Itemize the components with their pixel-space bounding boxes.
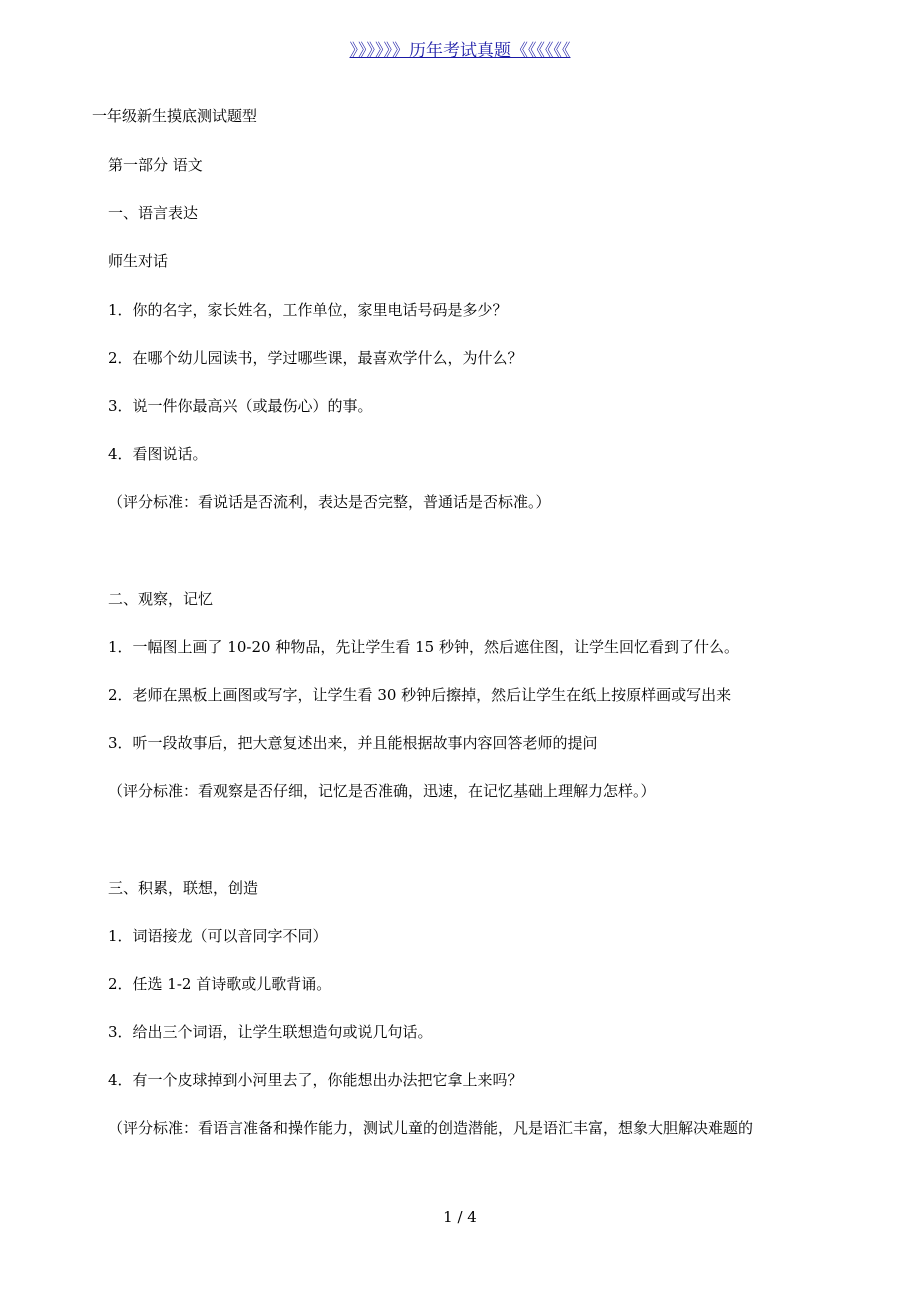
section1-item: 2．在哪个幼儿园读书，学过哪些课，最喜欢学什么，为什么？ [108,349,523,367]
section3-item: 1．词语接龙（可以音同字不同） [108,927,328,945]
section3-item: 4．有一个皮球掉到小河里去了，你能想出办法把它拿上来吗？ [108,1071,523,1089]
part-title: 第一部分 语文 [108,156,203,174]
section3-item: 3．给出三个词语，让学生联想造句或说几句话。 [108,1023,433,1041]
section2-item: 2．老师在黑板上画图或写字，让学生看 30 秒钟后擦掉，然后让学生在纸上按原样画或写出来 [108,686,732,704]
section2-heading: 二、观察，记忆 [108,590,214,608]
section3-item: 2．任选 1-2 首诗歌或儿歌背诵。 [108,975,332,993]
page-number: 1 / 4 [443,1208,477,1226]
section3-heading: 三、积累，联想，创造 [108,879,259,897]
section1-item: 1．你的名字，家长姓名，工作单位，家里电话号码是多少？ [108,301,508,319]
section2-criteria: （评分标准：看观察是否仔细，记忆是否准确，迅速，在记忆基础上理解力怎样。） [108,782,656,800]
section1-criteria: （评分标准：看说话是否流利，表达是否完整，普通话是否标准。） [108,493,551,511]
section2-item: 3．听一段故事后，把大意复述出来，并且能根据故事内容回答老师的提问 [108,734,598,752]
section1-subheading: 师生对话 [108,252,169,270]
section2-item: 1．一幅图上画了 10-20 种物品，先让学生看 15 秒钟，然后遮住图，让学生回忆看到了什么。 [108,638,739,656]
section3-criteria: （评分标准：看语言准备和操作能力，测试儿童的创造潜能，凡是语汇丰富，想象大胆解决难题的 [108,1119,754,1137]
document-title: 一年级新生摸底测试题型 [92,107,258,125]
section1-item: 4．看图说话。 [108,445,208,463]
header-exam-link[interactable]: 》》》》》》历年考试真题《《《《《《 [349,41,571,61]
section1-heading: 一、语言表达 [108,204,199,222]
section1-item: 3．说一件你最高兴（或最伤心）的事。 [108,397,373,415]
